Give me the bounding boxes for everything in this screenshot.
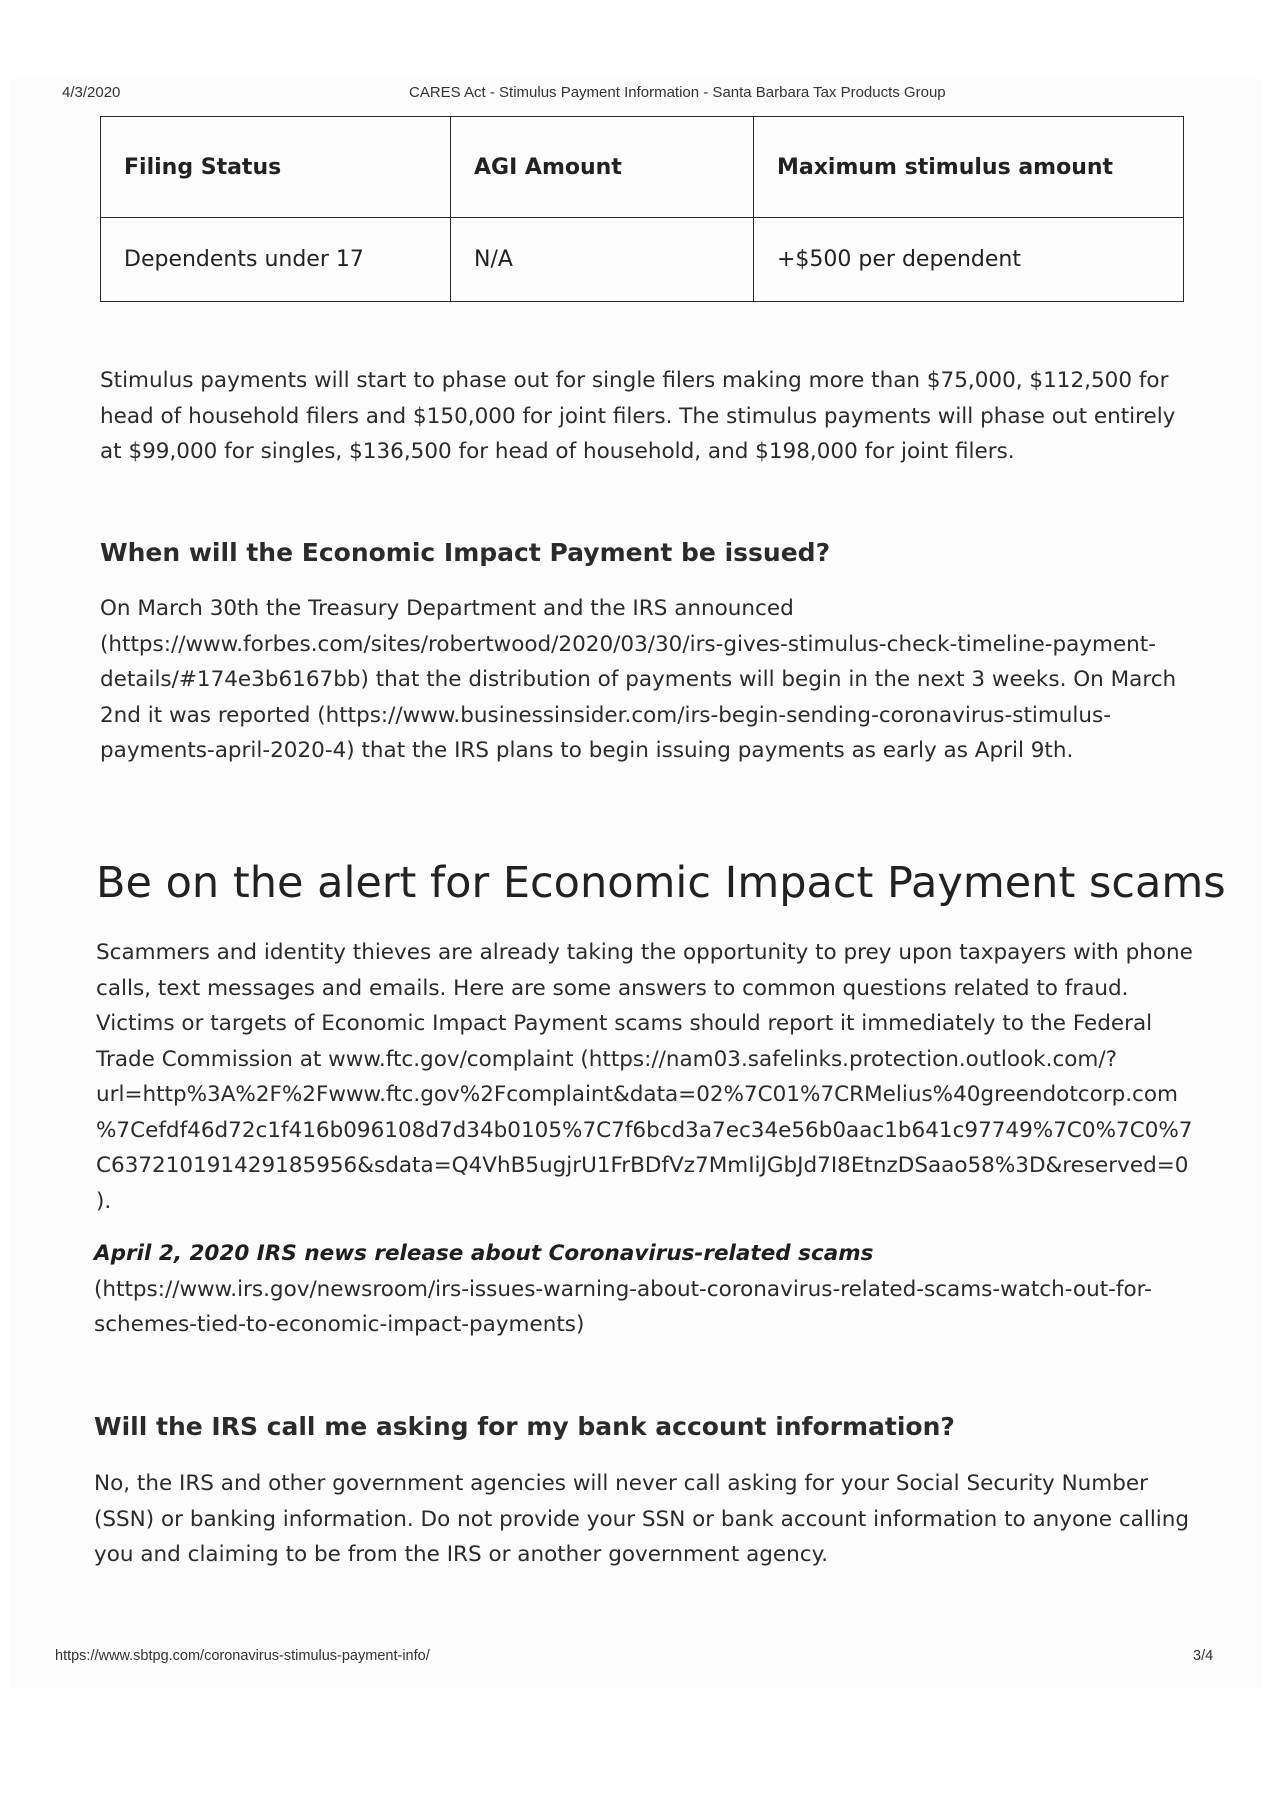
table-header-row <box>101 117 1184 218</box>
news-release-link: (https://www.irs.gov/newsroom/irs-issues-warning-about-coronavirus-related-scams-watch-out-for-schemes-tied-to-economic-impact-payments) <box>94 1276 1152 1337</box>
table-cell: N/A <box>451 218 754 302</box>
scams-paragraph: Scammers and identity thieves are already taking the opportunity to prey upon taxpayers with phone calls, text messages and emails. Here are some answers to common questions related to fraud. Victims or targets of Economic Impact Payment scams should report it immediately to the Federal Trade Commission at www.ftc.gov/complaint (https://nam03.safelinks.protection.outlook.com/?url=http%3A%2F%2Fwww.ftc.gov%2Fcomplaint&data=02%7C01%7CRMelius%40greendotcorp.com%7Cefdf46d72c1f416b096108d7d34b0105%7C7f6bcd3a7ec34e56b0aac1b641c97749%7C0%7C0%7C637210191429185956&sdata=Q4VhB5ugjrU1FrBDfVz7MmIiJGbJd7I8EtnzDSaao58%3D&reserved=0). <box>96 940 1193 1214</box>
news-release-title: April 2, 2020 IRS news release about Coronavirus-related scams <box>94 1241 874 1266</box>
print-date: 4/3/2020 <box>62 84 121 101</box>
footer-url: https://www.sbtpg.com/coronavirus-stimulus-payment-info/ <box>55 1648 430 1664</box>
table-row <box>101 218 1184 302</box>
table-cell: +$500 per dependent <box>754 218 1184 302</box>
scams-heading: Be on the alert for Economic Impact Payment scams <box>96 858 1226 908</box>
issued-paragraph: On March 30th the Treasury Department and the IRS announced (https://www.forbes.com/sites/robertwood/2020/03/30/irs-gives-stimulus-check-timeline-payment-details/#174e3b6167bb) that the distribution of payments will begin in the next 3 weeks. On March 2nd it was reported (https://www.businessinsider.com/irs-begin-sending-coronavirus-stimulus-payments-april-2020-4) that the IRS plans to begin issuing payments as early as April 9th. <box>100 596 1177 763</box>
issued-heading: When will the Economic Impact Payment be issued? <box>100 538 831 567</box>
stimulus-table <box>100 116 1184 302</box>
table-header-maximum-stimulus: Maximum stimulus amount <box>754 117 1184 218</box>
table-cell: Dependents under 17 <box>101 218 451 302</box>
table-header-agi-amount: AGI Amount <box>451 117 754 218</box>
page-number: 3/4 <box>1193 1648 1214 1664</box>
bank-paragraph: No, the IRS and other government agencies will never call asking for your Social Security Number (SSN) or banking information. Do not provide your SSN or bank account information to anyone calling you and claiming to be from the IRS or another government agency. <box>94 1471 1190 1567</box>
print-title: CARES Act - Stimulus Payment Information - Santa Barbara Tax Products Group <box>409 84 946 101</box>
phaseout-paragraph: Stimulus payments will start to phase out for single filers making more than $75,000, $112,500 for head of household filers and $150,000 for joint filers. The stimulus payments will phase out entirely at $99,000 for singles, $136,500 for head of household, and $198,000 for joint filers. <box>100 368 1176 464</box>
news-release-paragraph <box>94 1236 1194 1343</box>
table-header-filing-status: Filing Status <box>101 117 451 218</box>
bank-heading: Will the IRS call me asking for my bank account information? <box>94 1412 955 1441</box>
